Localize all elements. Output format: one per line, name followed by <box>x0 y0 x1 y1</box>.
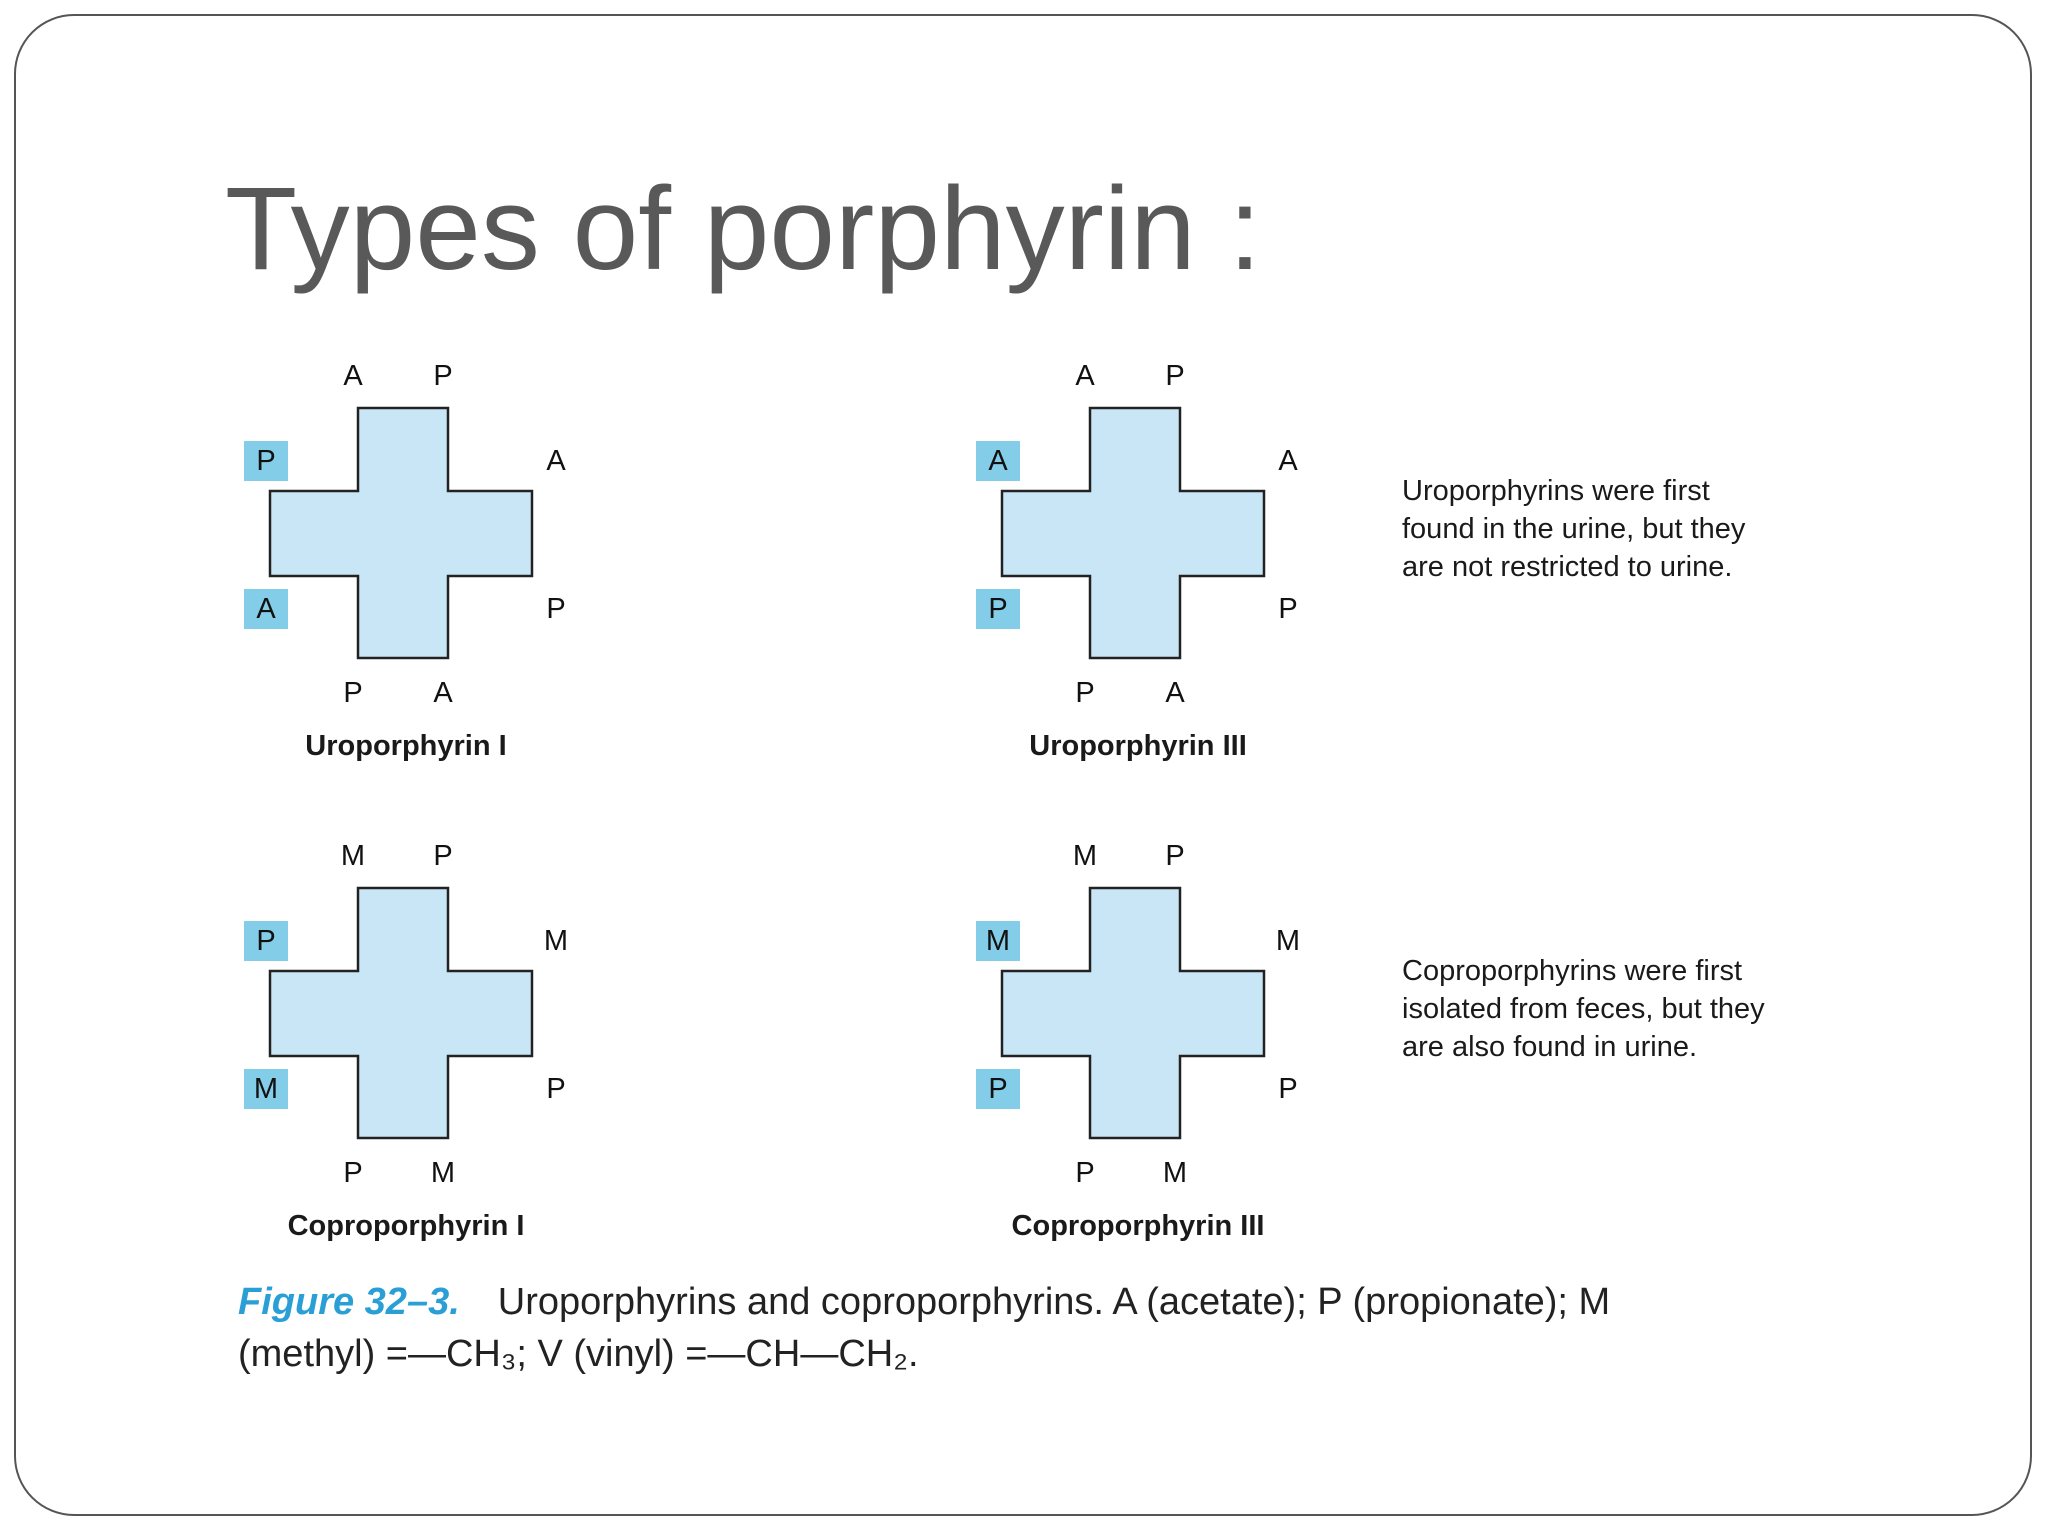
right-substituent-2: P <box>1278 593 1298 625</box>
top-substituent-2: P <box>433 360 453 392</box>
note-line: isolated from feces, but they <box>1402 993 1765 1025</box>
porphyrin-figure <box>238 336 1878 1396</box>
right-substituent-2: P <box>546 593 566 625</box>
left-substituent-1-highlighted: P <box>244 921 288 961</box>
left-substituent-1-highlighted: A <box>976 441 1020 481</box>
top-substituent-1: M <box>340 840 366 872</box>
right-substituent-1: A <box>1278 445 1298 477</box>
bottom-substituent-1: P <box>1075 677 1095 709</box>
right-substituent-1: M <box>543 925 569 957</box>
top-substituent-2: P <box>433 840 453 872</box>
left-substituent-1-highlighted: P <box>244 441 288 481</box>
top-substituent-1: M <box>1072 840 1098 872</box>
figure-caption <box>238 1276 1878 1380</box>
top-substituent-2: P <box>1165 360 1185 392</box>
right-substituent-1: A <box>546 445 566 477</box>
porphyrin-name: Coproporphyrin I <box>287 1210 525 1242</box>
note-line: Coproporphyrins were first <box>1402 955 1743 987</box>
slide-title: Types of porphyrin : <box>225 163 1262 295</box>
porphyrin-uroporphyrin-i <box>238 336 618 796</box>
note-line: are also found in urine. <box>1402 1031 1698 1063</box>
porphyrin-name: Uroporphyrin I <box>305 730 507 762</box>
note-line: found in the urine, but they <box>1402 513 1746 545</box>
bottom-substituent-2: M <box>1162 1157 1188 1189</box>
porphyrin-coproporphyrin-i <box>238 816 618 1276</box>
coproporphyrin-note <box>1402 952 1862 1066</box>
note-line: are not restricted to urine. <box>1402 551 1733 583</box>
caption-text-1: Uroporphyrins and coproporphyrins. A (acetate); P (propionate); M <box>497 1281 1611 1323</box>
bottom-substituent-2: M <box>430 1157 456 1189</box>
right-substituent-1: M <box>1275 925 1301 957</box>
bottom-substituent-1: P <box>1075 1157 1095 1189</box>
bottom-substituent-1: P <box>343 677 363 709</box>
left-substituent-2-highlighted: P <box>976 589 1020 629</box>
left-substituent-1-highlighted: M <box>976 921 1020 961</box>
porphyrin-uroporphyrin-iii <box>970 336 1350 796</box>
top-substituent-1: A <box>343 360 363 392</box>
figure-number: Figure 32–3. <box>238 1281 460 1323</box>
note-line: Uroporphyrins were first <box>1402 475 1710 507</box>
porphyrin-name: Coproporphyrin III <box>1011 1210 1265 1242</box>
porphyrin-coproporphyrin-iii <box>970 816 1350 1276</box>
left-substituent-2-highlighted: M <box>244 1069 288 1109</box>
left-substituent-2-highlighted: A <box>244 589 288 629</box>
caption-line-2: (methyl) =—CH₃; V (vinyl) =—CH—CH₂. <box>238 1333 919 1375</box>
bottom-substituent-1: P <box>343 1157 363 1189</box>
porphyrin-name: Uroporphyrin III <box>1029 730 1247 762</box>
left-substituent-2-highlighted: P <box>976 1069 1020 1109</box>
right-substituent-2: P <box>1278 1073 1298 1105</box>
caption-line-1 <box>238 1276 1878 1328</box>
uroporphyrin-note <box>1402 472 1862 586</box>
bottom-substituent-2: A <box>433 677 453 709</box>
right-substituent-2: P <box>546 1073 566 1105</box>
bottom-substituent-2: A <box>1165 677 1185 709</box>
top-substituent-1: A <box>1075 360 1095 392</box>
top-substituent-2: P <box>1165 840 1185 872</box>
